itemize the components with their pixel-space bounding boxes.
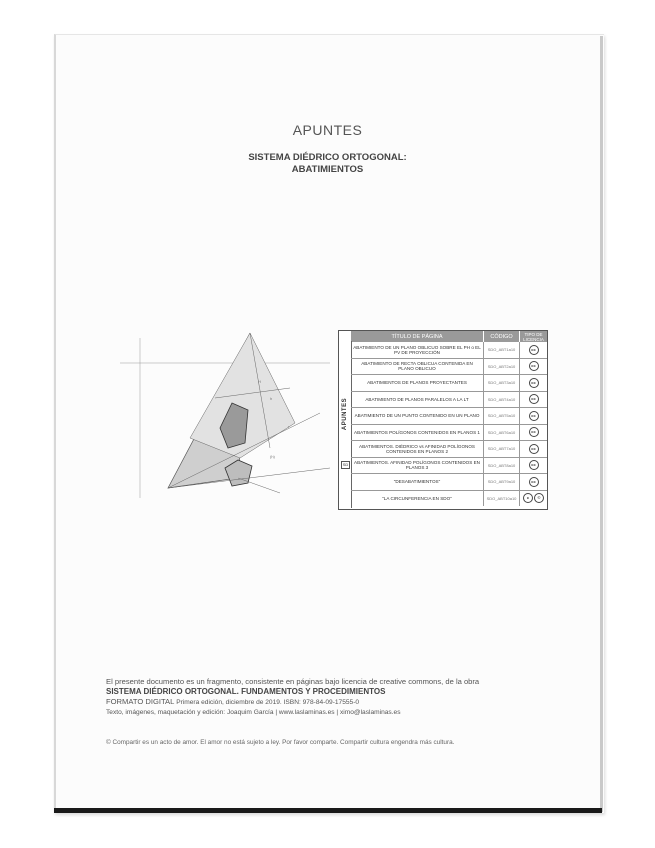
row-title: ABATIMIENTOS. DIÉDRICO vs AFINIDAD POLÍGONOS CONTENIDOS EN PLANOS 2 <box>359 443 475 454</box>
table-row <box>351 408 547 425</box>
row-code: SDO_ABT1a10 <box>483 342 519 358</box>
table-row <box>351 441 547 458</box>
cc-license-icon: cc <box>529 378 539 388</box>
cc-license-icon: cc <box>529 444 539 454</box>
row-license <box>519 425 547 441</box>
row-license <box>519 359 547 375</box>
footer-line-1: El presente documento es un fragmento, consistente en páginas bajo licencia de creative commons, de la obra <box>106 677 480 686</box>
svg-text:r: r <box>288 424 290 429</box>
row-title: ABATIMIENTO DE PLANOS PARALELOS A LA LT <box>365 396 469 402</box>
row-license <box>519 441 547 457</box>
table-header <box>351 331 547 342</box>
row-license <box>519 392 547 408</box>
geometry-illustration <box>120 328 335 498</box>
row-code: SDO_ABT6a10 <box>483 425 519 441</box>
table-row <box>351 375 547 392</box>
table-row <box>351 458 547 475</box>
share-note: © Compartir es un acto de amor. El amor no está sujeto a ley. Por favor comparte. Compartir cultura engendra más cultura. <box>106 739 455 746</box>
cc-license-icon: cc <box>529 411 539 421</box>
row-code: SDO_ABT5a10 <box>483 408 519 424</box>
page-subtitle <box>0 152 655 176</box>
row-license <box>519 408 547 424</box>
row-code: SDO_ABT8a10 <box>483 458 519 474</box>
row-title: ABATIMIENTO DE UN PLANO OBLICUO SOBRE EL PH o EL PV DE PROYECCIÓN <box>353 344 481 355</box>
footer-credits <box>106 677 556 718</box>
header-title: TÍTULO DE PÁGINA <box>391 333 443 340</box>
row-code: SDO_ABT10a10 <box>483 491 519 507</box>
row-title: ABATIMIENTOS POLÍGONOS CONTENIDOS EN PLANOS 1 <box>354 429 480 435</box>
svg-text:H: H <box>258 379 261 384</box>
footer-author: Texto, imágenes, maquetación y edición: Joaquim García | www.laslaminas.es | ximo@laslaminas.es <box>106 709 401 716</box>
row-title: "DESABATIMIENTOS" <box>393 479 441 485</box>
cc-license-icon: cc <box>529 394 539 404</box>
subtitle-line-1: SISTEMA DIÉDRICO ORTOGONAL: <box>248 152 407 163</box>
table-rows <box>351 342 547 506</box>
sheet-bottom-edge <box>54 808 602 813</box>
row-license <box>519 375 547 391</box>
header-license: TIPO DE LICENCIA <box>519 331 547 342</box>
table-row <box>351 425 547 442</box>
table-row <box>351 491 547 507</box>
row-license <box>519 474 547 490</box>
footer-edition <box>106 697 556 708</box>
content-table <box>338 330 548 510</box>
table-row <box>351 392 547 409</box>
table-row <box>351 359 547 376</box>
row-title: ABATIMIENTO DE RECTA OBLICUA CONTENIDA EN PLANO OBLICUO <box>361 361 473 372</box>
table-row <box>351 474 547 491</box>
row-code: SDO_ABT2a10 <box>483 359 519 375</box>
cc-license-icon: cc <box>529 427 539 437</box>
page-title: APUNTES <box>292 122 363 138</box>
copyright-icon-2: © <box>534 493 544 503</box>
row-code: SDO_ABT4a10 <box>483 392 519 408</box>
cc-license-icon: cc <box>529 361 539 371</box>
row-title: ABATIMIENTOS DE PLANOS PROYECTANTES <box>367 380 467 386</box>
row-code: SDO_ABT9a10 <box>483 474 519 490</box>
table-row <box>351 342 547 359</box>
footer-book-title: SISTEMA DIÉDRICO ORTOGONAL. FUNDAMENTOS Y PROCEDIMIENTOS <box>106 687 386 696</box>
row-title: ABATIMIENTOS. AFINIDAD POLÍGONOS CONTENIDOS EN PLANOS 3 <box>354 460 480 471</box>
copyright-icon: c <box>523 493 533 503</box>
cc-license-icon: cc <box>529 477 539 487</box>
header-code: CÓDIGO <box>483 331 519 342</box>
side-label: APUNTES <box>342 397 348 431</box>
row-title: "LA CIRCUNFERENCIA EN SDO" <box>382 495 452 501</box>
cc-license-icon: cc <box>529 345 539 355</box>
subtitle-line-2: ABATIMIENTOS <box>291 164 364 175</box>
row-code: SDO_ABT7a10 <box>483 441 519 457</box>
row-title: ABATIMIENTO DE UN PUNTO CONTENIDO EN UN PLANO <box>354 413 480 419</box>
footer-edition-details: Primera edición, diciembre de 2019. ISBN: 978-84-09-17555-0 <box>174 699 360 706</box>
row-license <box>519 458 547 474</box>
svg-text:(h): (h) <box>270 454 275 459</box>
cc-license-icon: cc <box>529 460 539 470</box>
row-code: SDO_ABT3a10 <box>483 375 519 391</box>
row-license <box>519 491 547 507</box>
footer-format: FORMATO DIGITAL <box>106 697 175 706</box>
side-mark: SD <box>342 462 349 467</box>
row-license <box>519 342 547 358</box>
svg-text:h: h <box>270 396 273 401</box>
